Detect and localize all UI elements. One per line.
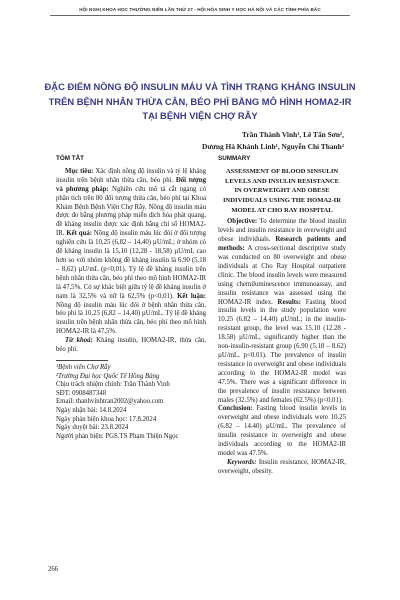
results-label-en: Results: (277, 298, 301, 306)
author-line: Dương Hà Khánh Linh¹, Nguyễn Chí Thanh² (201, 142, 344, 152)
objective-label-en: Objective: (227, 218, 258, 226)
keywords-label-en: Keywords: (227, 458, 257, 466)
methods-label-en: Research patients and methods: (218, 236, 346, 253)
english-title-line: INDIVIDUALS USING THE HOMA2-IR (222, 197, 342, 205)
affiliation-1 (56, 364, 206, 373)
phone: SĐT: 0908487348 (56, 389, 107, 397)
keywords-en (218, 459, 346, 477)
running-head: HỘI NGHỊ KHOA HỌC THƯỜNG NIÊN LẦN THỨ 27 - HỘI HÓA SINH Y HỌC HÀ NỘI VÀ CÁC TỈNH PHÍA BẮC (79, 7, 321, 12)
conclusion-label: Kết luận: (177, 292, 206, 300)
english-title-line: LEVELS AND INSULIN RESISTANCE (224, 177, 340, 185)
english-title (218, 168, 346, 216)
header-rule (50, 15, 350, 16)
keywords-text-en: Insulin resistance, HOMA2-IR, overweight, obesity. (218, 458, 346, 475)
affiliation-2-text: ²Trường Đại học Quốc Tế Hồng Bàng (56, 372, 160, 380)
conclusion-label-en: Conclusion: (218, 405, 253, 413)
results-text-en: Fasting blood insulin levels in the study population were 10.25 (6.82 – 14.40) µU/mL; in the insulin-resistant group, the level was 15.10 (12.28 - 18.58) µU/mL, significantly higher than the non-insulin-resistant group (6.90 (5.18 – 8.62) µU/mL, p<0.01). The prevalence of insulin resistance in overweight and obese individuals according to the HOMA2-IR model was 47.5%. There was a significant difference in the prevalence of insulin resistance between males (32.5%) and females (62.5%) (p<0.01). (218, 298, 346, 404)
abstract-en (218, 218, 346, 458)
title-line: TẠI BỆNH VIỆN CHỢ RẪY (142, 110, 258, 121)
english-title-line: IN OVERWEIGHT AND OBESE (234, 187, 330, 195)
corresponding-author: Chịu trách nhiệm chính: Trần Thành Vinh (56, 381, 170, 389)
left-column (56, 152, 206, 441)
affiliation-2 (56, 373, 206, 382)
results-text: Nồng độ insulin máu lúc đói ở đối tượng nghiên cứu là 10,25 (6,82 – 14,40) µU/mL; ở nhóm có đề kháng insulin là 15,10 (12,28 - 18,58) µU/mL cao hơn so với nhóm không đề kháng insulin là 6,90 (5,18 – 8,62) µU/mL (p<0,01). Tỷ lệ đề kháng insulin trên bệnh nhân thừa cân, béo phì theo mô hình HOMA2-IR là 47,5%. Có sự khác biệt giữa tỷ lệ đề kháng insulin ở nam là 32,5% và nữ là 62,5% (p<0,01). (56, 230, 206, 300)
english-title-line: MODEL AT CHO RAY HOSPITAL (231, 206, 333, 214)
affiliation-1-text: ¹Bệnh viện Chợ Rẫy (56, 363, 111, 371)
article-title (30, 80, 370, 124)
review-date: Ngày phản biện khoa học: 17.8.2024 (56, 415, 157, 423)
methods-text: Nghiên cứu mô tả cắt ngang có phân tích trên 80 đối tượng thừa cân, béo phì tại Khoa Khám Bệnh Bệnh Viện Chợ Rẫy. Nồng độ insulin máu được đo bằng phương pháp miễn dịch hóa phát quang, đề kháng insulin được xác định bằng chỉ số HOMA2-IR. (56, 185, 207, 238)
abstract-heading-vi: TÓM TẮT (56, 155, 84, 162)
objective-text: Xác định nồng độ insulin và tỷ lệ kháng insulin trên bệnh nhân thừa cân, béo phì. (56, 167, 207, 184)
keywords-text: Kháng insulin, HOMA2-IR, thừa cân, béo phì. (56, 337, 206, 354)
methods-label: Đối tượng và phương pháp: (56, 176, 206, 193)
abstract-heading-en: SUMMARY (218, 155, 251, 162)
abstract-vi (56, 168, 206, 337)
methods-text-en: A cross-sectional descriptive study was conducted on 80 overweight and obese individuals at Cho Ray Hospital outpatient clinic. The blood insulin levels were measured using chemiluminescence immunoassay, and insulin resistance was assessed using the HOMA2-IR index. (218, 245, 346, 306)
keywords-label: Từ khoá: (65, 337, 93, 345)
reviewer: Người phản biện: PGS.TS Phạm Thiện Ngọc (56, 432, 179, 440)
received-date: Ngày nhận bài: 14.8.2024 (56, 406, 127, 414)
accepted-date: Ngày duyệt bài: 23.8.2024 (56, 424, 129, 432)
title-line: ĐẶC ĐIỂM NỒNG ĐỘ INSULIN MÁU VÀ TÌNH TRẠNG KHÁNG INSULIN (44, 81, 356, 92)
conclusion-text-en: Fasting blood insulin levels in overweight and obese individuals were 10.25 (6.82 – 14.40) µU/mL. The prevalence of insulin resistance in overweight and obese individuals according to the HOMA2-IR model was 47.5%. (218, 405, 346, 457)
footnote-rule (56, 360, 108, 361)
email: Email: thanhvinhtran2002@yahoo.com (56, 398, 164, 406)
results-label: Kết quả: (66, 230, 92, 238)
author-line: Trần Thành Vinh¹, Lê Tấn Sơn², (242, 130, 344, 139)
footnotes (56, 364, 206, 441)
right-column (218, 152, 346, 477)
conclusion-text: Nồng độ insulin máu lúc đói ở bệnh nhân thừa cân, béo phì là 10,25 (6,82 – 14,40) µU/mL. Tỷ lệ đề kháng insulin trên bệnh nhân thừa cân, béo phì theo mô hình HOMA2-IR là 47,5%. (56, 301, 206, 336)
keywords-vi (56, 337, 206, 355)
author-list (202, 129, 344, 153)
objective-text-en: To determine the blood insulin levels and insulin resistance in overweight and obese individuals. (218, 218, 346, 244)
english-title-line: ASSESSMENT OF BLOOD SINSULIN (225, 167, 339, 175)
title-line: TRÊN BỆNH NHÂN THỪA CÂN, BÉO PHÌ BẰNG MÔ HÌNH HOMA2-IR (48, 95, 352, 107)
objective-label: Mục tiêu: (65, 167, 94, 175)
page-number: 266 (48, 566, 59, 573)
